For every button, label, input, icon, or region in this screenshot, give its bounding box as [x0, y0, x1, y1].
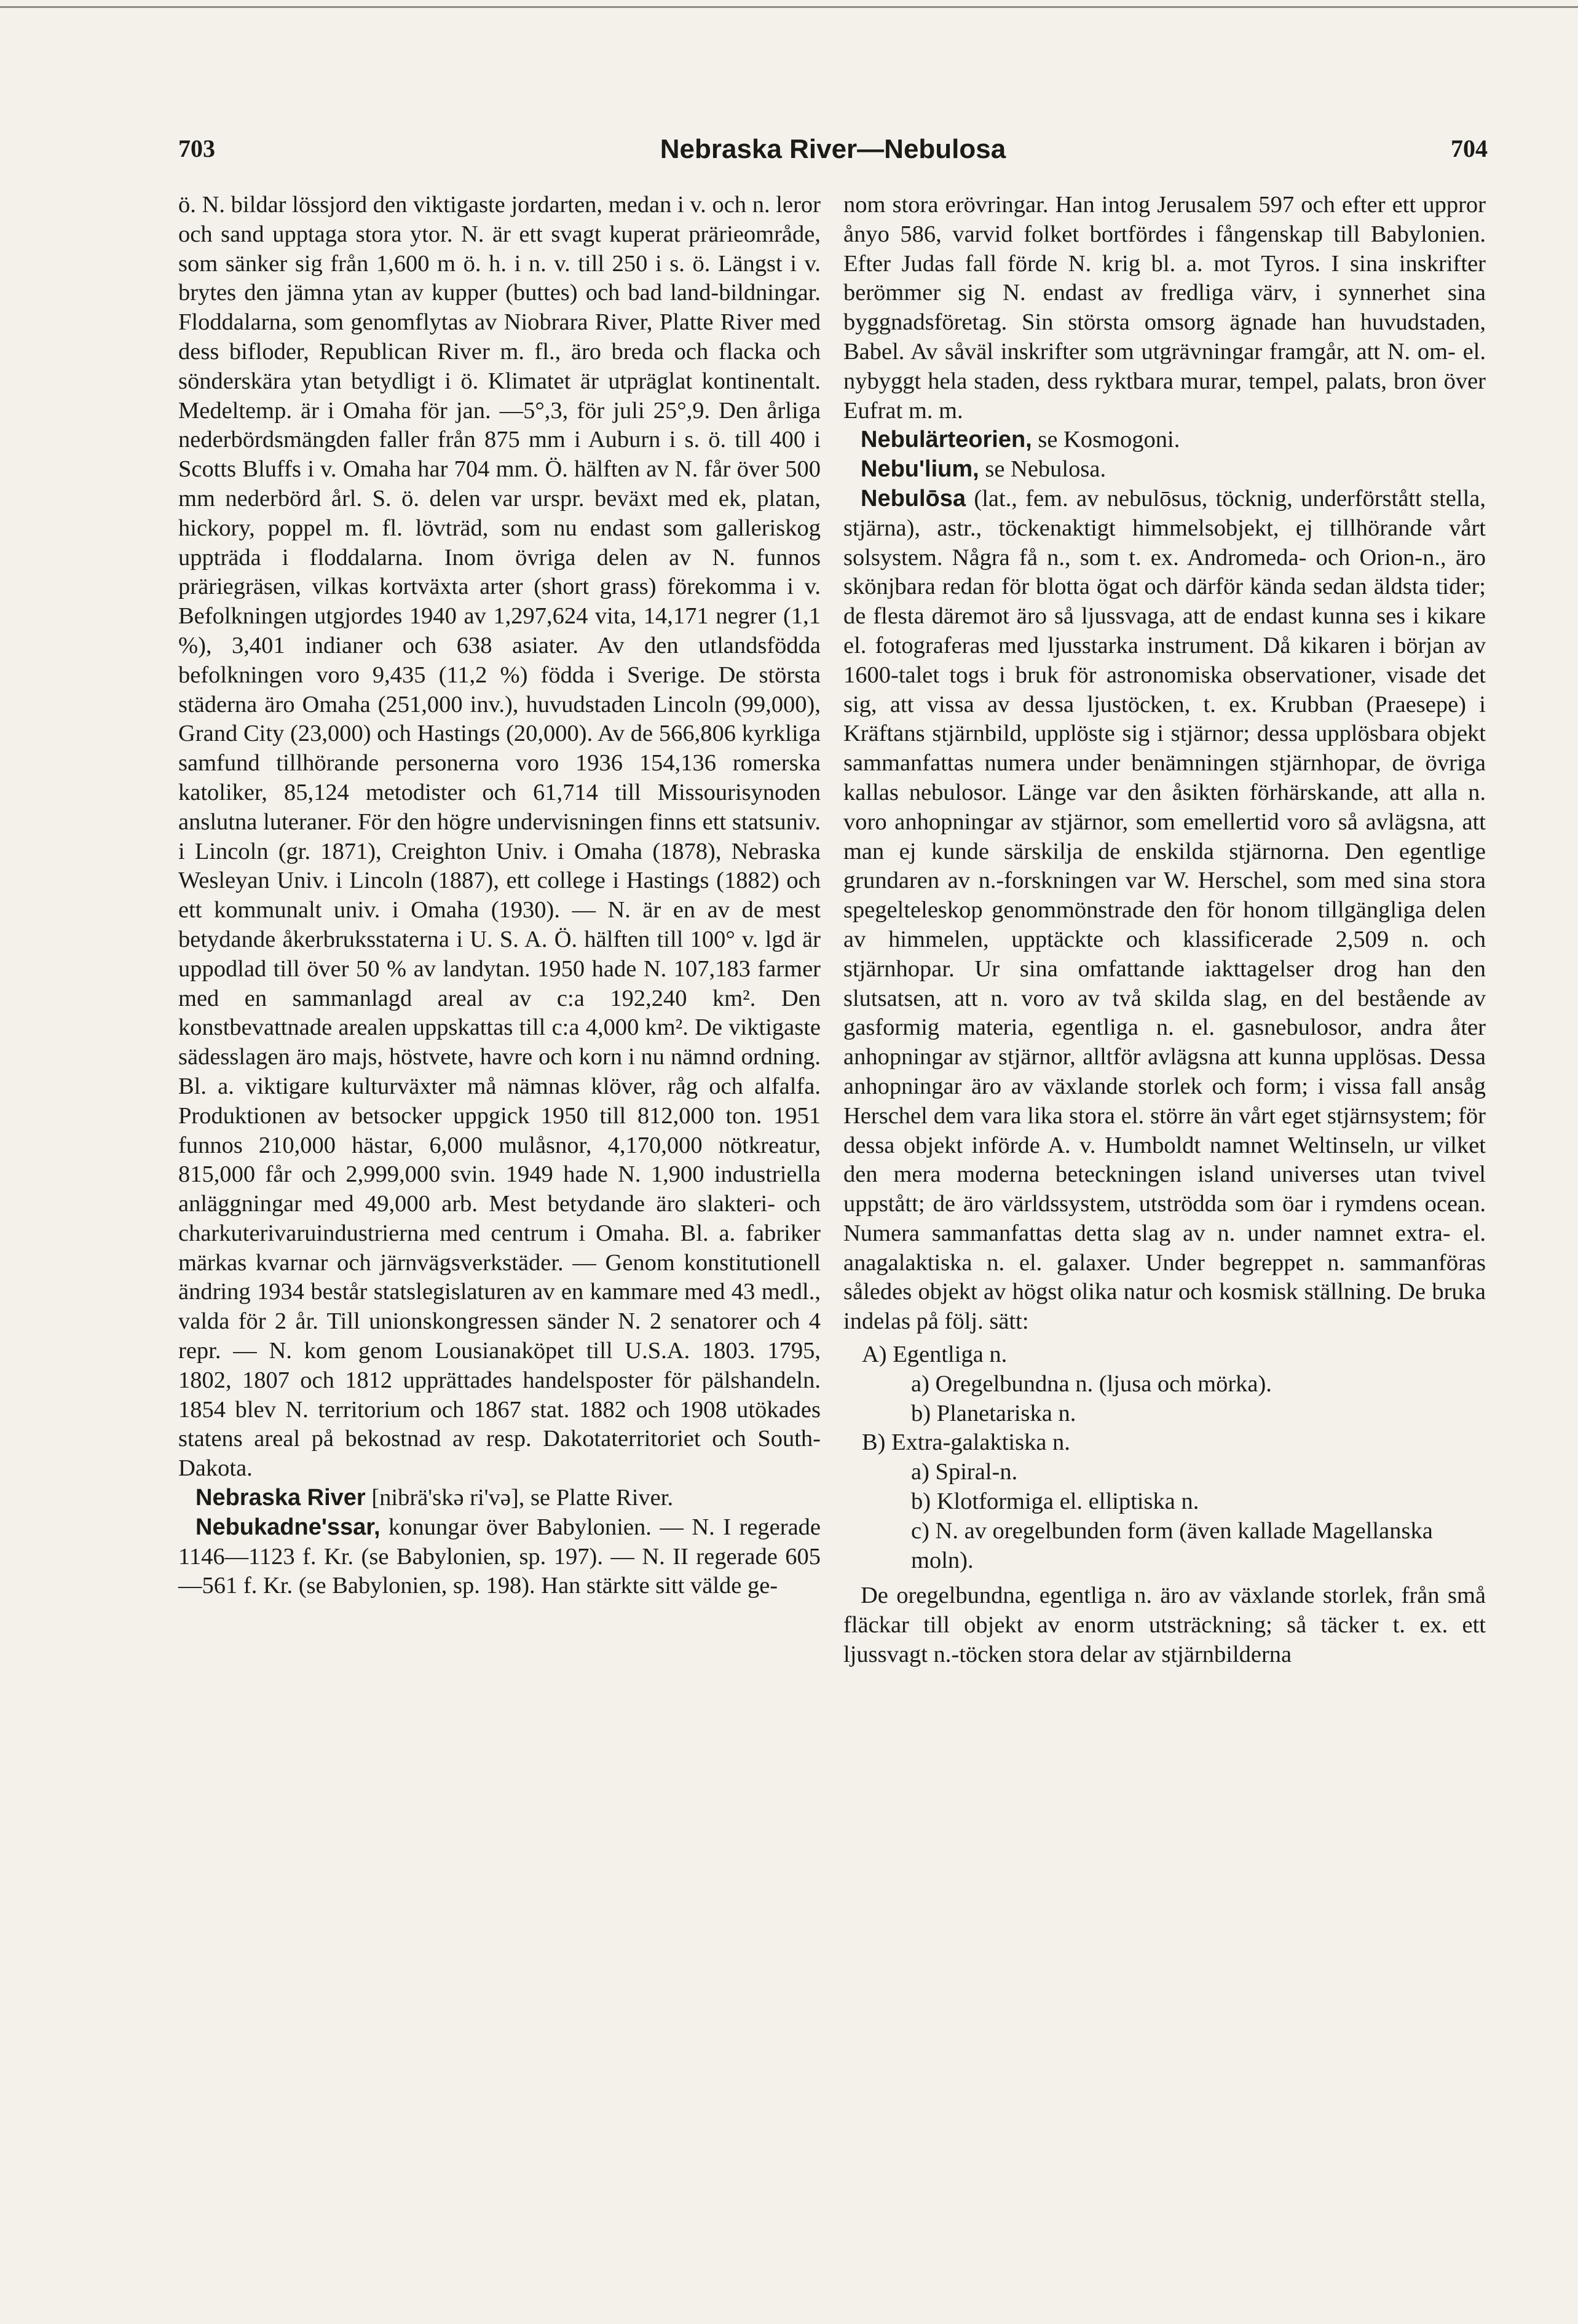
entry-text: se Nebulosa.: [985, 456, 1107, 483]
headword: Nebukadne'ssar,: [195, 1514, 381, 1540]
entry-nebukadnessar: [178, 1513, 821, 1601]
nebraska-continuation: ö. N. bildar lössjord den viktigaste jordarten, medan i v. och n. leror och sand upptaga stora ytor. N. är ett svagt kuperat prärieområde, som sänker sig från 1,600 m ö. h. i n. v. till 250 i s. ö. Längst i v. brytes den jämna ytan av kupper (buttes) och bad land-bildningar. Floddalarna, som genomflytas av Niobrara River, Platte River med dess bifloder, Republican River m. fl., äro breda och flacka och sönderskära ytan betydligt i ö. Klimatet är utpräglat kontinentalt. Medeltemp. är i Omaha för jan. —5°,3, för juli 25°,9. Den årliga nederbördsmängden faller från 875 mm i Auburn i s. ö. till 400 i Scotts Bluffs i v. Omaha har 704 mm. Ö. hälften av N. får över 500 mm nederbörd årl. S. ö. delen var urspr. beväxt med ek, platan, hickory, poppel m. fl. lövträd, som nu endast som galleriskog uppträda i floddalarna. Inom övriga delen av N. funnos präriegräsen, vilkas kortväxta arter (short grass) förekomma i v. Befolkningen utgjordes 1940 av 1,297,624 vita, 14,171 negrer (1,1 %), 3,401 indianer och 638 asiater. Av den utlandsfödda befolkningen voro 9,435 (11,2 %) födda i Sverige. De största städerna äro Omaha (251,000 inv.), huvudstaden Lincoln (99,000), Grand City (23,000) och Hastings (20,000). Av de 566,806 kyrkliga samfund tillhörande personerna voro 1936 154,136 romerska katoliker, 85,124 metodister och 61,714 till Missourisynoden anslutna luteraner. För den högre undervisningen finns ett statsuniv. i Lincoln (gr. 1871), Creighton Univ. i Omaha (1878), Nebraska Wesleyan Univ. i Lincoln (1887), ett college i Hastings (1882) och ett kommunalt univ. i Omaha (1930). — N. är en av de mest betydande åkerbruksstaterna i U. S. A. Ö. hälften till 100° v. lgd är uppodlad till över 50 % av landytan. 1950 hade N. 107,183 farmer med en sammanlagd areal av c:a 192,240 km². Den konstbevattnade arealen uppskattas till c:a 4,000 km². De viktigaste sädesslagen äro majs, höstvete, havre och korn i nu nämnd ordning. Bl. a. viktigare kulturväxter må nämnas klöver, råg och alfalfa. Produktionen av betsocker uppgick 1950 till 812,000 ton. 1951 funnos 210,000 hästar, 6,000 mulåsnor, 4,170,000 nötkreatur, 815,000 får och 2,999,000 svin. 1949 hade N. 1,900 industriella anläggningar med 49,000 arb. Mest betydande äro slakteri- och charkuterivaruindustrierna med centrum i Omaha. Bl. a. fabriker märkas kvarnar och järnvägsverkstäder. — Genom konstitutionell ändring 1934 består statslegislaturen av en kammare med 43 medl., valda för 2 år. Till unionskongressen sänder N. 2 senatorer och 4 repr. — N. kom genom Lousianaköpet till U.S.A. 1803. 1795, 1802, 1807 och 1812 upprättades handelsposter för pälshandeln. 1854 blev N. territorium och 1867 stat. 1882 och 1908 utökades statens areal på bekostnad av resp. Dakotaterritoriet och South-Dakota.: [178, 192, 821, 1482]
list-item: A) Egentliga n.: [862, 1342, 1008, 1368]
page-header: [178, 134, 1488, 177]
left-column: [178, 191, 821, 1601]
entry-nebularteorien: [843, 425, 1486, 455]
nebukadnessar-continuation: nom stora erövringar. Han intog Jerusalem 597 och efter ett uppror ånyo 586, varvid folket bortfördes i fångenskap till Babylonien. Efter Judas fall förde N. krig bl. a. mot Tyros. I sina inskrifter berömmer sig N. endast av fredliga värv, i synnerhet sina byggnadsföretag. Sin största omsorg ägnade han huvudstaden, Babel. Av såväl inskrifter som utgrävningar framgår, att N. om- el. nybyggt hela staden, dess ryktbara murar, tempel, palats, bron över Eufrat m. m.: [843, 192, 1486, 424]
entry-nebraska-river: [178, 1484, 821, 1513]
entry-text: konungar över Babylonien. — N. I regerade 1146—1123 f. Kr. (se Babylonien, sp. 197). — N. II regerade 605—561 f. Kr. (se Babylonien, sp. 198). Han stärkte sitt välde ge-: [178, 1514, 821, 1599]
top-rule: [0, 6, 1578, 8]
list-item: b) Klotformiga el. elliptiska n.: [911, 1488, 1199, 1515]
running-title: Nebraska River—Nebulosa: [660, 134, 1006, 164]
headword: Nebu'lium,: [861, 456, 979, 483]
headword: Nebulōsa: [861, 485, 966, 512]
list-item: a) Oregelbundna n. (ljusa och mörka).: [911, 1370, 1272, 1397]
headword: Nebulärteorien,: [861, 427, 1032, 453]
entry-nebulosa: [843, 484, 1486, 1337]
list-item: c) N. av oregelbunden form (även kallade Magellanska moln).: [911, 1517, 1433, 1573]
right-column: [843, 191, 1486, 1670]
list-item: b) Planetariska n.: [911, 1400, 1076, 1426]
list-item: a) Spiral-n.: [911, 1459, 1018, 1485]
list-item: B) Extra-galaktiska n.: [862, 1429, 1070, 1456]
entry-nebulium: [843, 455, 1486, 484]
page-number-left: 703: [178, 135, 215, 162]
classification-list: [843, 1340, 1486, 1575]
entry-text: [nibrä'skə ri'və], se Platte River.: [371, 1485, 674, 1511]
entry-text: se Kosmogoni.: [1038, 427, 1180, 453]
nebulosa-final-paragraph: De oregelbundna, egentliga n. äro av växlande storlek, från små fläckar till objekt av enorm utsträckning; så täcker t. ex. ett ljussvagt n.-töcken stora delar av stjärnbilderna: [843, 1583, 1486, 1668]
entry-text: (lat., fem. av nebulōsus, töcknig, underförstått stella, stjärna), astr., töckenaktigt himmelsobjekt, ej tillhörande vårt solsystem. Några få n., som t. ex. Andromeda- och Orion-n., äro skönjbara redan för blotta ögat och därför kända sedan äldsta tider; de flesta däremot äro så ljussvaga, att de endast kunna ses i kikare el. fotograferas med ljusstarka instrument. Då kikaren i början av 1600-talet togs i bruk för astronomiska observationer, visade det sig, att vissa av dessa ljustöcken, t. ex. Krubban (Praesepe) i Kräftans stjärnbild, upplöste sig i stjärnor; dessa upplösbara objekt sammanfattas numera under benämningen stjärnhopar, de övriga kallas nebulosor. Länge var den åsikten förhärskande, att alla n. voro anhopningar av stjärnor, som emellertid voro så avlägsna, att man ej kunde särskilja de enskilda stjärnorna. Den egentlige grundaren av n.-forskningen var W. Herschel, som med sina stora spegelteleskop genommönstrade den för honom tillgängliga delen av himmelen, upptäckte och klassificerade 2,509 n. och stjärnhopar. Ur sina omfattande iakttagelser drog han den slutsatsen, att n. voro av två skilda slag, en del bestående av gasformig materia, egentliga n. el. gasnebulosor, andra åter anhopningar av stjärnor, alltför avlägsna att kunna upplösas. Dessa anhopningar äro av växlande storlek och form; i vissa fall ansåg Herschel dem vara lika stora el. större än vårt eget stjärnsystem; för dessa objekt införde A. v. Humboldt namnet Weltinseln, ur vilket den mera moderna beteckningen island universes utan tvivel uppstått; de äro världssystem, utströdda som öar i rymdens ocean. Numera sammanfattas detta slag av n. under namnet extra- el. anagalaktiska n. el. galaxer. Under begreppet n. sammanföras således objekt av högst olika natur och kosmisk ställning. De bruka indelas på följ. sätt:: [843, 485, 1486, 1335]
page-number-right: 704: [1451, 135, 1488, 162]
headword: Nebraska River: [195, 1485, 366, 1511]
